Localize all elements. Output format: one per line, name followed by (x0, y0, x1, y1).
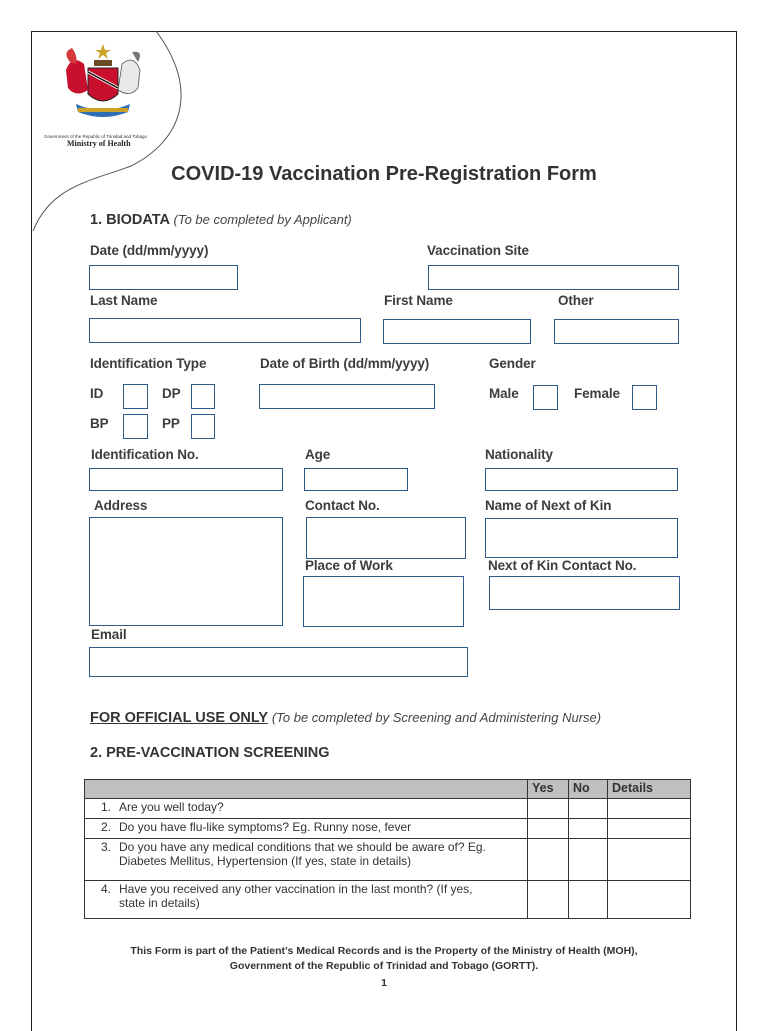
question-text: Do you have flu-like symptoms? Eg. Runny nose, fever (119, 820, 412, 834)
yes-cell[interactable] (528, 839, 569, 881)
other-label: Other (558, 293, 594, 308)
no-cell[interactable] (569, 881, 608, 919)
last-name-label: Last Name (90, 293, 158, 308)
table-header-details: Details (608, 780, 691, 799)
question-cell (85, 839, 528, 881)
table-header-yes: Yes (528, 780, 569, 799)
question-text: Have you received any other vaccination in the last month? (If yes, state in details) (119, 882, 473, 910)
kin-contact-label: Next of Kin Contact No. (488, 558, 637, 573)
dp-checkbox[interactable] (191, 384, 215, 409)
no-cell[interactable] (569, 839, 608, 881)
work-label: Place of Work (305, 558, 393, 573)
question-cell (85, 799, 528, 819)
next-of-kin-contact-field[interactable] (489, 576, 680, 610)
id-type-label: Identification Type (90, 356, 207, 371)
date-field[interactable] (89, 265, 238, 290)
vaccination-site-field[interactable] (428, 265, 679, 290)
table-header-row (85, 780, 691, 799)
address-label: Address (94, 498, 148, 513)
site-label: Vaccination Site (427, 243, 529, 258)
question-cell (85, 819, 528, 839)
crest-caption: Government of the Republic of Trinidad and Tobago (44, 134, 147, 139)
table-row (85, 839, 691, 881)
coat-of-arms-icon (58, 42, 148, 124)
footer-line-2: Government of the Republic of Trinidad and Tobago (GORTT). (229, 960, 539, 972)
question-number: 2. (100, 820, 111, 834)
table-header-no: No (569, 780, 608, 799)
section-1-note: (To be completed by Applicant) (173, 212, 352, 227)
yes-cell[interactable] (528, 799, 569, 819)
section-1-title: 1. BIODATA (90, 212, 170, 228)
dob-label: Date of Birth (dd/mm/yyyy) (260, 356, 430, 371)
pp-checkbox[interactable] (191, 414, 215, 439)
pp-option-label: PP (162, 416, 180, 431)
official-use-heading (90, 710, 601, 726)
other-name-field[interactable] (554, 319, 679, 344)
table-row (85, 819, 691, 839)
table-row (85, 881, 691, 919)
kin-name-label: Name of Next of Kin (485, 498, 612, 513)
section-2-heading: 2. PRE-VACCINATION SCREENING (90, 745, 330, 761)
details-cell[interactable] (608, 819, 691, 839)
dob-field[interactable] (259, 384, 435, 409)
bp-option-label: BP (90, 416, 109, 431)
nationality-field[interactable] (485, 468, 678, 491)
question-text: Do you have any medical conditions that we should be aware of? Eg. Diabetes Mellitus, Hypertension (If yes, state in details) (119, 840, 486, 868)
no-cell[interactable] (569, 799, 608, 819)
details-cell[interactable] (608, 799, 691, 819)
yes-cell[interactable] (528, 881, 569, 919)
email-field[interactable] (89, 647, 468, 677)
bp-checkbox[interactable] (123, 414, 148, 439)
email-label: Email (91, 627, 127, 642)
id-option-label: ID (90, 386, 104, 401)
no-cell[interactable] (569, 819, 608, 839)
official-use-title: FOR OFFICIAL USE ONLY (90, 710, 268, 726)
nationality-label: Nationality (485, 447, 553, 462)
age-field[interactable] (304, 468, 408, 491)
official-use-note: (To be completed by Screening and Administering Nurse) (271, 710, 602, 725)
table-header-question (85, 780, 528, 799)
id-no-label: Identification No. (91, 447, 199, 462)
gender-label: Gender (489, 356, 536, 371)
question-cell (85, 881, 528, 919)
section-1-heading (90, 212, 352, 228)
male-label: Male (489, 386, 519, 401)
first-name-label: First Name (384, 293, 453, 308)
contact-label: Contact No. (305, 498, 380, 513)
table-row (85, 799, 691, 819)
last-name-field[interactable] (89, 318, 361, 343)
place-of-work-field[interactable] (303, 576, 464, 627)
question-text: Are you well today? (119, 800, 224, 814)
page-number: 1 (381, 977, 387, 989)
id-checkbox[interactable] (123, 384, 148, 409)
footer-line-1: This Form is part of the Patient’s Medical Records and is the Property of the Ministry of Health (MOH), (130, 945, 638, 957)
ministry-name: Ministry of Health (67, 139, 131, 148)
question-number: 3. (100, 840, 111, 854)
female-checkbox[interactable] (632, 385, 657, 410)
female-label: Female (574, 386, 620, 401)
first-name-field[interactable] (383, 319, 531, 344)
question-number: 4. (100, 882, 111, 896)
male-checkbox[interactable] (533, 385, 558, 410)
yes-cell[interactable] (528, 819, 569, 839)
address-field[interactable] (89, 517, 283, 626)
page-title: COVID-19 Vaccination Pre-Registration Form (171, 163, 597, 185)
next-of-kin-name-field[interactable] (485, 518, 678, 558)
question-number: 1. (100, 800, 111, 814)
details-cell[interactable] (608, 881, 691, 919)
id-number-field[interactable] (89, 468, 283, 491)
screening-table (84, 779, 691, 919)
date-label: Date (dd/mm/yyyy) (90, 243, 209, 258)
details-cell[interactable] (608, 839, 691, 881)
age-label: Age (305, 447, 331, 462)
dp-option-label: DP (162, 386, 181, 401)
contact-number-field[interactable] (306, 517, 466, 559)
